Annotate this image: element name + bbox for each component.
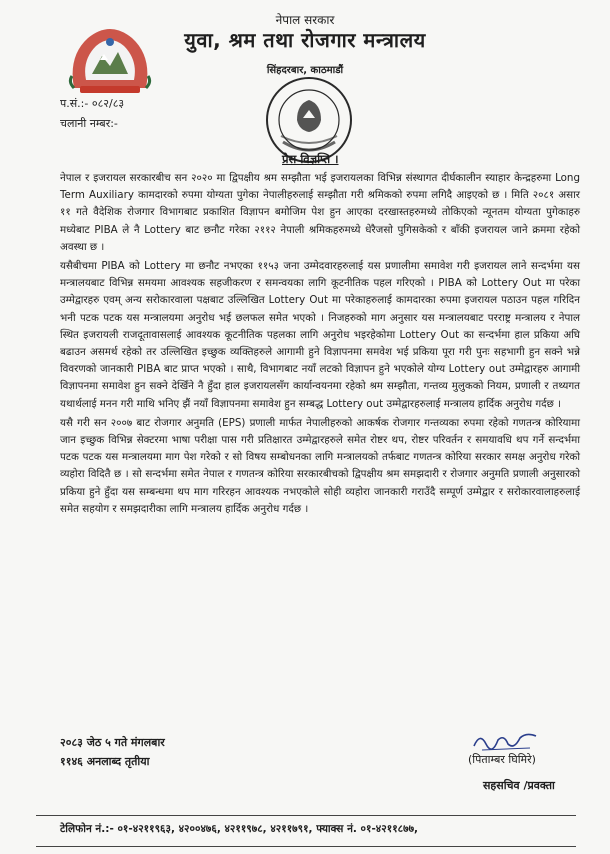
signer-title: सहसचिव /प्रवक्ता bbox=[483, 779, 555, 792]
notice-paragraph: यसै गरी सन २००७ बाट रोजगार अनुमति (EPS) प्रणाली मार्फत नेपालीहरुको आकर्षक रोजगार गन्तव्यका रुपमा रहेको गणतन्त्र कोरियामा जान इच्छुक विभिन्न सेक्टरमा भाषा परीक्षा पास गरी प्रतिक्षारत उम्मेद्वारहरुले समेत रोष्टर थप, रोष्टर परिवर्तन र समयावधि थप गर्ने सन्दर्भमा पटक पटक यस मन्त्रालयमा माग पेश गरेको र सो विषय सम्बोधनका लागि मन्त्रालयको तर्फबाट गणतन्त्र कोरिया सरकार समक्ष अनुरोध गरेको व्यहोरा विदितै छ । सो सन्दर्भमा समेत नेपाल र गणतन्त्र कोरिया सरकारबीचको द्विपक्षीय श्रम समझदारी र रोजगार अनुमति प्रणाली अनुसारको प्रकिया हुने हुँदा यस सम्बन्धमा थप माग गरिरहन आवश्यक नभएकोले सोही व्यहोरा जानकारी गराउँदै सम्पूर्ण उम्मेद्वार र सरोकारवालाहरुलाई समेत सहयोग र समझदारीका लागि मन्त्रालय हार्दिक अनुरोध गर्दछ । bbox=[60, 416, 580, 515]
dispatch-number: चलानी नम्बर:- bbox=[60, 117, 118, 130]
notice-title: प्रेस विज्ञप्ति । bbox=[282, 152, 339, 166]
ministry-location: सिंहदरबार, काठमाडौं bbox=[266, 65, 344, 76]
notice-body bbox=[60, 170, 580, 520]
nepal-sambat-date: ११४६ अनलाब्द तृतीया bbox=[60, 755, 150, 768]
notice-paragraph: यसैबीचमा PIBA को Lottery मा छनौट नभएका ११५३ जना उम्मेदवारहरुलाई यस प्रणालीमा समावेश गरी इजरायल लाने सन्दर्भमा यस मन्त्रालयबाट विभिन्न समयमा आवश्यक सहजीकरण र समन्वयका लागि कूटनीतिक पहल गरिएको । PIBA को Lottery Out मा परेका उम्मेद्वारहरु एवम् अन्य सरोकारवाला पक्षबाट उल्लिखित Lottery Out मा परेकाहरुलाई कामदारका रुपमा इजरायल पठाउन पहल गरिदिन भनी पटक पटक यस मन्त्रालयमा अनुरोध भई छलफल समेत भएको । निजहरुको माग अनुसार यस मन्त्रालयबाट परराष्ट्र मन्त्रालय र नेपाल स्थित इजरायली राजदूतावासलाई आवश्यक कूटनीतिक पहलका लागि अनुरोध भइरहेकोमा Lottery Out का सन्दर्भमा हाल प्रकिया अघि बढाउन असमर्थ रहेको तर उल्लिखित इच्छुक व्यक्तिहरुले आगामी हुने विज्ञापनमा समवेश भई प्रकिया पूरा गरी पुनः सहभागी हुन सक्ने भन्ने विवरणको जानकारी PIBA बाट प्राप्त भएको । साथै, विभागबाट नयाँ लटको विज्ञापन हुने भएकोले योग्य Lottery out उम्मेद्वारहरु आगामी विज्ञापनमा समावेश हुन सक्ने देखिँने नै हुँदा हाल इजरायलसँग कार्यान्वयनमा रहेको श्रम सम्झौता, गन्तव्य मुलुकको नियम, प्रणाली र तथ्यगत यथार्थलाई मनन गरी माथि भनिए झैं नयाँ विज्ञापनमा समावेश हुन सम्बद्ध Lottery out उम्मेद्वारहरुलाई मन्त्रालय हार्दिक अनुरोध गर्दछ । bbox=[60, 260, 580, 410]
date-bs: २०८३ जेठ ५ गते मंगलबार bbox=[60, 736, 165, 749]
contact-footer: टेलिफोन नं.:- ०१-४२११९६३, ४२००४७६, ४२११९७८, ४२११७९१, फ्याक्स नं. ०१-४२११८७७, bbox=[60, 823, 419, 835]
handwritten-signature bbox=[470, 728, 540, 754]
ministry-name: युवा, श्रम तथा रोजगार मन्त्रालय bbox=[184, 28, 426, 52]
footer-bottom-divider bbox=[36, 846, 576, 847]
government-name: नेपाल सरकार bbox=[275, 13, 335, 27]
notice-paragraph: नेपाल र इजरायल सरकारबीच सन २०२० मा द्विपक्षीय श्रम सम्झौता भई इजरायलका विभिन्न संस्थागत दीर्घकालीन स्याहार केन्द्रहरुमा Long Term Auxiliary कामदारको रुपमा योग्यता पुगेका नेपालीहरुलाई सम्झौता गरी श्रमिकको रुपमा लगिदै आइएको छ । मिति २०८१ असार ११ गते वैदेशिक रोजगार विभागबाट प्रकाशित विज्ञापन बमोजिम पेश हुन आएका दरखास्तहरुमध्ये तोकिएको न्यूनतम योग्यता पुगेकाहरु मध्येबाट PIBA ले नै Lottery बाट छनौट गरेका २११२ नेपाली श्रमिकहरुमध्ये धेरैजसो पुगिसकेको र बाँकी इजरायल जाने क्रममा रहेको अवस्था छ । bbox=[60, 172, 580, 253]
footer-divider bbox=[36, 815, 576, 816]
letter-reference-number: प.सं.:- ०८२/८३ bbox=[60, 97, 125, 110]
signer-name: (पिताम्बर घिमिरे) bbox=[468, 753, 536, 766]
